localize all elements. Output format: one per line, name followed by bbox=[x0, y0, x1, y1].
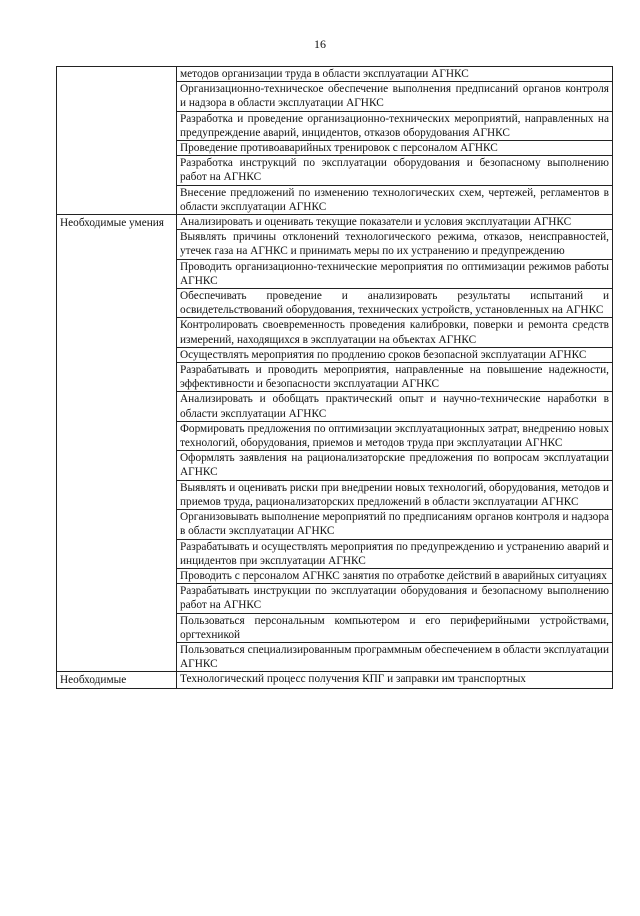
table-row bbox=[57, 215, 613, 230]
section-label bbox=[57, 67, 177, 215]
section-label: Необходимые bbox=[57, 672, 177, 688]
table-cell: Осуществлять мероприятия по продлению сроков безопасной эксплуатации АГНКС bbox=[177, 347, 613, 362]
table-cell: Организовывать выполнение мероприятий по предписаниям органов контроля и надзора в области эксплуатации АГНКС bbox=[177, 510, 613, 539]
table-body bbox=[57, 67, 613, 689]
table-cell: Проводить организационно-технические мероприятия по оптимизации режимов работы АГНКС bbox=[177, 259, 613, 288]
table-cell: Анализировать и обобщать практический опыт и научно-технические наработки в области эксплуатации АГНКС bbox=[177, 392, 613, 421]
table-cell: Внесение предложений по изменению технологических схем, чертежей, регламентов в области эксплуатации АГНКС bbox=[177, 185, 613, 214]
table-row bbox=[57, 67, 613, 82]
table-cell: Пользоваться специализированным программным обеспечением в области эксплуатации АГНКС bbox=[177, 642, 613, 671]
table-cell: Проводить с персоналом АГНКС занятия по отработке действий в аварийных ситуациях bbox=[177, 568, 613, 583]
table-cell: Разрабатывать инструкции по эксплуатации оборудования и безопасному выполнению работ на АГНКС bbox=[177, 584, 613, 613]
table-cell: методов организации труда в области эксплуатации АГНКС bbox=[177, 67, 613, 82]
page-number: 16 bbox=[314, 37, 326, 51]
competency-table bbox=[56, 66, 613, 689]
table-cell: Разрабатывать и проводить мероприятия, направленные на повышение надежности, эффективности и безопасности эксплуатации АГНКС bbox=[177, 363, 613, 392]
table-cell: Организационно-техническое обеспечение выполнения предписаний органов контроля и надзора в области эксплуатации АГНКС bbox=[177, 82, 613, 111]
table-cell: Обеспечивать проведение и анализировать результаты испытаний и освидетельствований оборудования, технических устройств, установленных на АГНКС bbox=[177, 289, 613, 318]
table-cell: Выявлять причины отклонений технологического режима, отказов, неисправностей, утечек газа на АГНКС и принимать меры по их устранению и предупреждению bbox=[177, 230, 613, 259]
table-cell: Пользоваться персональным компьютером и его периферийными устройствами, оргтехникой bbox=[177, 613, 613, 642]
table-cell: Разработка инструкций по эксплуатации оборудования и безопасному выполнению работ на АГНКС bbox=[177, 156, 613, 185]
table-cell: Контролировать своевременность проведения калибровки, поверки и ремонта средств измерений, находящихся в эксплуатации на объектах АГНКС bbox=[177, 318, 613, 347]
table-cell: Проведение противоаварийных тренировок с персоналом АГНКС bbox=[177, 141, 613, 156]
table-cell: Выявлять и оценивать риски при внедрении новых технологий, оборудования, методов и приемов труда, рационализаторских предложений в области эксплуатации АГНКС bbox=[177, 480, 613, 509]
table-cell: Оформлять заявления на рационализаторские предложения по вопросам эксплуатации АГНКС bbox=[177, 451, 613, 480]
table-cell: Формировать предложения по оптимизации эксплуатационных затрат, внедрению новых технологий, оборудования, приемов и методов труда при эксплуатации АГНКС bbox=[177, 421, 613, 450]
table-cell: Разрабатывать и осуществлять мероприятия по предупреждению и устранению аварий и инцидентов при эксплуатации АГНКС bbox=[177, 539, 613, 568]
table-row bbox=[57, 672, 613, 688]
section-label: Необходимые умения bbox=[57, 215, 177, 672]
table-cell: Технологический процесс получения КПГ и заправки им транспортных bbox=[177, 672, 613, 688]
table-cell: Разработка и проведение организационно-технических мероприятий, направленных на предупреждение аварий, инцидентов, отказов оборудования АГНКС bbox=[177, 111, 613, 140]
table-cell: Анализировать и оценивать текущие показатели и условия эксплуатации АГНКС bbox=[177, 215, 613, 230]
